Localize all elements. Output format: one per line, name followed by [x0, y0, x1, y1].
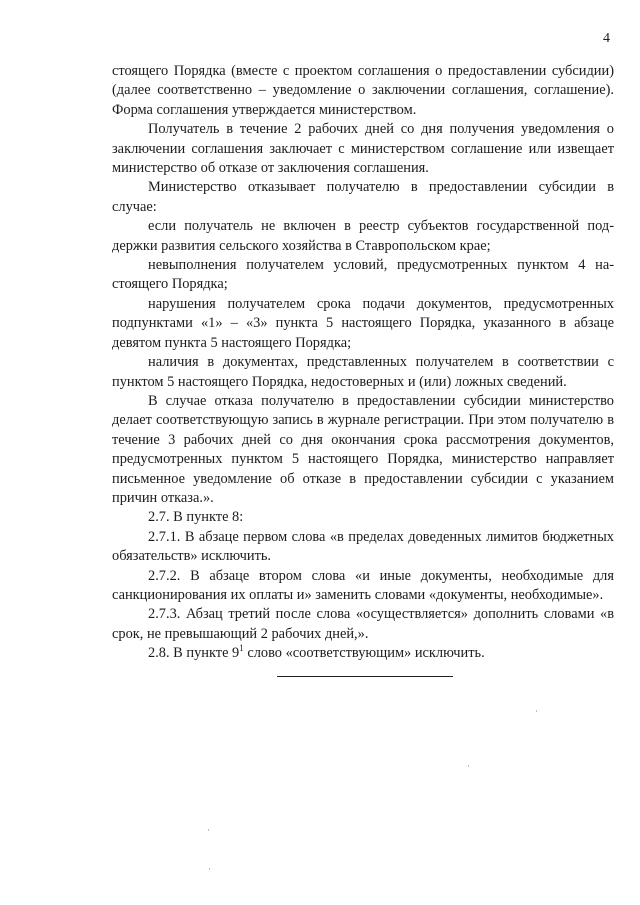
scan-speck — [208, 829, 209, 831]
end-of-document-rule — [277, 676, 453, 677]
paragraph-clause-2-7-3: 2.7.3. Абзац третий после слова «осуществляется» дополнить словами «в срок, не превышающий 2 рабочих дней,». — [112, 606, 614, 642]
paragraph-clause-2-7: 2.7. В пункте 8: — [148, 509, 244, 526]
scan-speck — [536, 710, 537, 712]
clause-2-8-superscript: 1 — [239, 643, 244, 654]
paragraph-clause-2-8 — [112, 644, 614, 663]
scan-speck — [468, 765, 469, 767]
paragraph-agreement-notice: стоящего Порядка (вместе с проектом соглашения о предоставлении субсидии) (далее соответственно – уведомление о заключении соглашения, соглашение). Форма соглашения утверждается министерством. — [112, 63, 614, 118]
paragraph-refusal-cases: Министерство отказывает получателю в предоставлении субсидии в случае: — [112, 179, 614, 215]
clause-2-8-text-start: 2.8. В пункте 9 — [148, 645, 240, 662]
paragraph-refusal-procedure: В случае отказа получателю в предоставлении субсидии министерство делает соответствующую запись в журнале регистрации. При этом получателю в течение 3 рабочих дней со дня окончания срока рассмотрения документов, предусмотренных пунктом 5 настоящего Порядка, министерство направляет письменное уведомление об отказе в предоставлении субсидии с указанием причин отказа.». — [112, 392, 614, 506]
paragraph-clause-2-7-1: 2.7.1. В абзаце первом слова «в пределах доведенных лимитов бюджетных обязательств» исключить. — [112, 528, 614, 565]
page-number: 4 — [603, 31, 610, 46]
paragraph-clause-2-7-2: 2.7.2. В абзаце втором слова «и иные документы, необходимые для санкционирования их оплаты и» заменить словами «документы, необходимые». — [112, 567, 614, 603]
paragraph-conditions-not-met: невыполнения получателем условий, предусмотренных пунктом 4 настоящего Порядка; — [112, 257, 614, 293]
scan-speck — [209, 868, 210, 870]
paragraph-deadline-violation: нарушения получателем срока подачи документов, предусмотренных подпунктами «1» – «3» пункта 5 настоящего Порядка, указанного в абзаце девятом пункта 5 настоящего Порядка; — [112, 295, 614, 351]
clause-2-8-text-end: слово «соответствующим» исключить. — [243, 645, 485, 662]
paragraph-not-in-registry: если получатель не включен в реестр субъектов государственной поддержки развития сельского хозяйства в Ставропольском крае; — [112, 218, 614, 254]
paragraph-recipient-deadline: Получатель в течение 2 рабочих дней со дня получения уведомления о заключении соглашения заключает с министерством соглашение или извещает министерство об отказе от заключения соглашения. — [112, 121, 614, 177]
document-body — [112, 62, 614, 664]
paragraph-false-information: наличия в документах, представленных получателем в соответствии с пунктом 5 настоящего Порядка, недостоверных и (или) ложных сведений. — [112, 354, 614, 390]
